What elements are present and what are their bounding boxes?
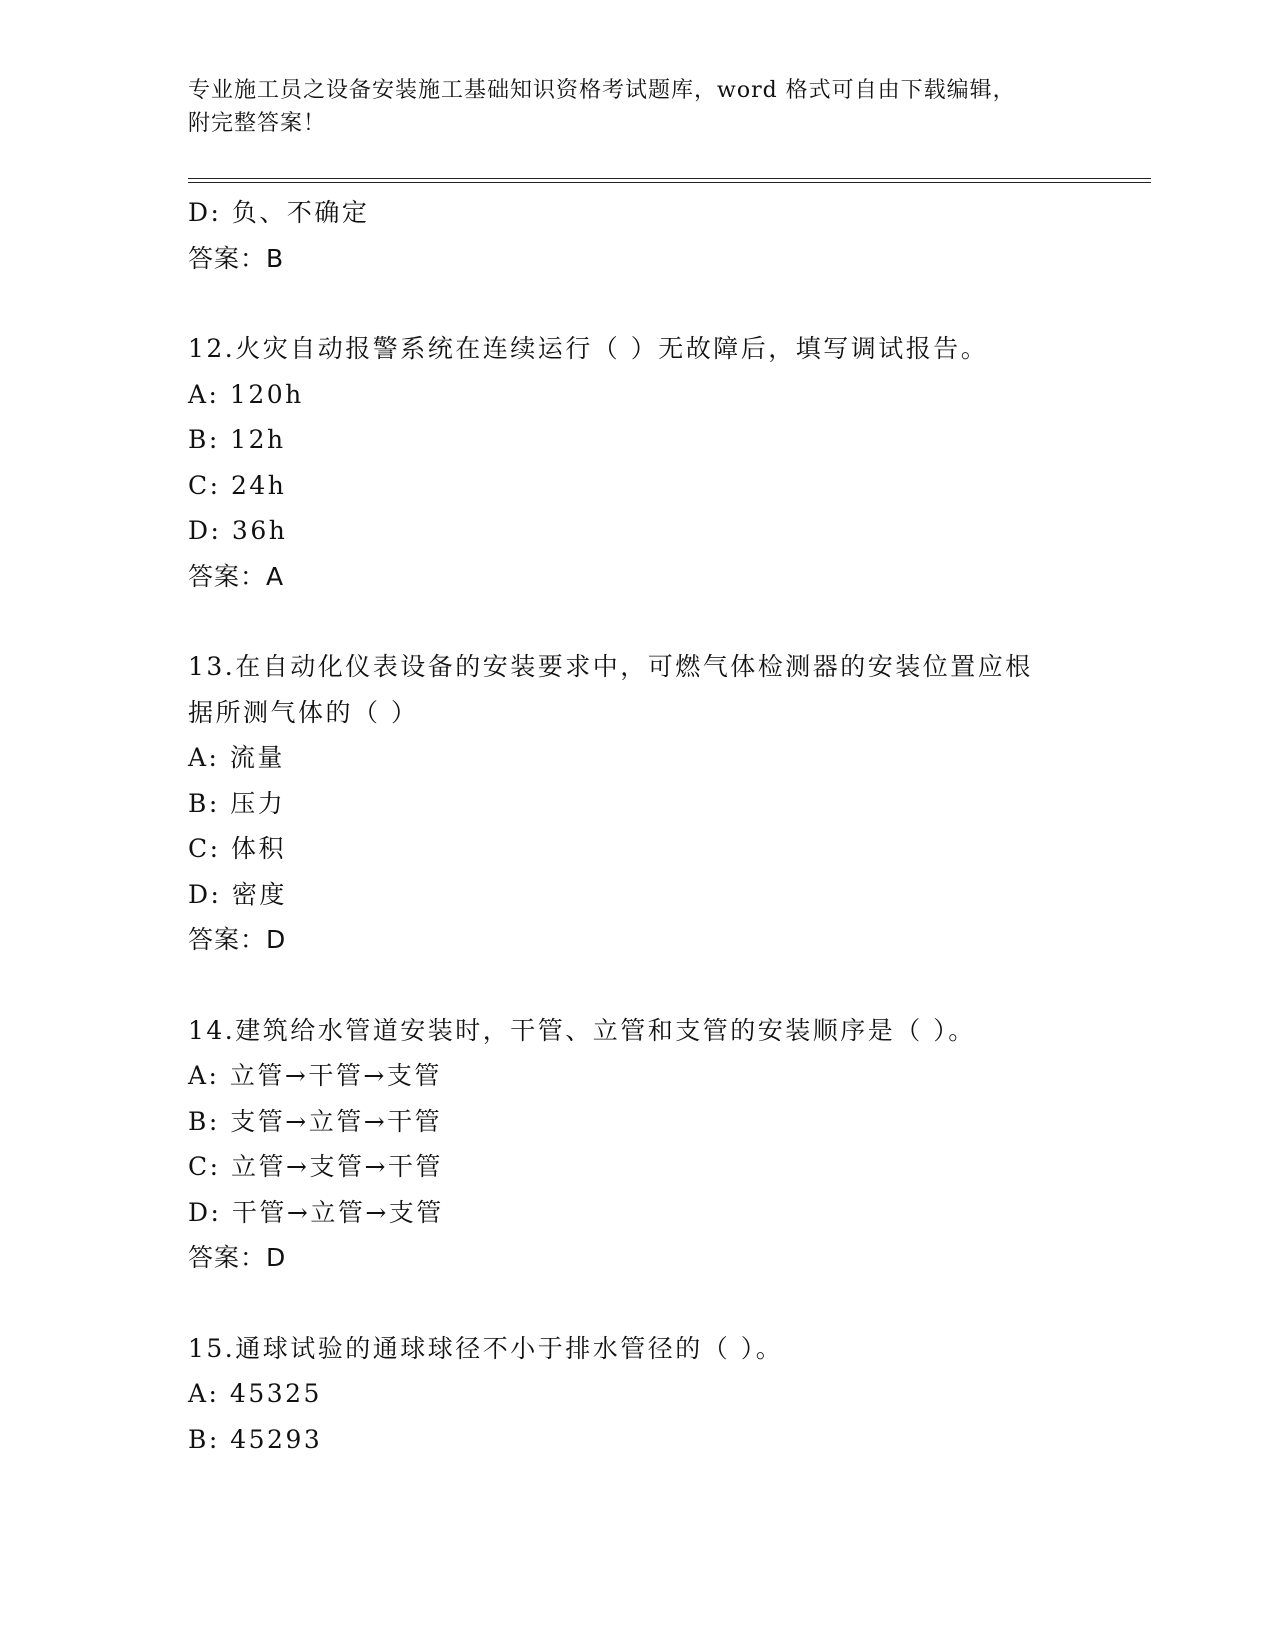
question-15 [188, 1326, 1088, 1463]
answer-line: 答案：B [188, 243, 285, 273]
answer-line: 答案：A [188, 561, 285, 591]
option-b: B: 12h [188, 425, 286, 454]
option-a: A: 45325 [188, 1379, 322, 1408]
option-a: A: 120h [188, 379, 304, 409]
option-d: D: 负、不确定 [188, 198, 370, 227]
question-stem: 12.火灾自动报警系统在连续运行（ ）无故障后，填写调试报告。 [188, 334, 989, 363]
option-b: B: 45293 [188, 1424, 323, 1454]
option-d: D: 干管→立管→支管 [188, 1197, 444, 1227]
question-14 [188, 1008, 1088, 1281]
option-b: B: 压力 [188, 788, 286, 818]
answer-line: 答案：D [188, 925, 287, 954]
option-a: A: 立管→干管→支管 [188, 1061, 442, 1090]
header-line-1: 专业施工员之设备安装施工基础知识资格考试题库，word 格式可自由下载编辑， [188, 78, 1016, 103]
question-12 [188, 326, 1088, 599]
question-11-fragment [188, 190, 1088, 281]
question-list [188, 190, 1088, 1462]
document-header [188, 74, 1068, 140]
header-line-2: 附完整答案！ [188, 111, 327, 136]
question-13 [188, 644, 1088, 963]
option-c: C: 24h [188, 470, 287, 500]
question-stem: 14.建筑给水管道安装时，干管、立管和支管的安装顺序是（ ）。 [188, 1015, 976, 1045]
header-divider [188, 178, 1151, 183]
option-b: B: 支管→立管→干管 [188, 1106, 443, 1136]
option-c: C: 立管→支管→干管 [188, 1152, 443, 1181]
question-stem: 15.通球试验的通球球径不小于排水管径的（ ）。 [188, 1333, 784, 1363]
question-stem-line-2: 据所测气体的（ ） [188, 697, 419, 727]
option-c: C: 体积 [188, 834, 286, 863]
option-a: A: 流量 [188, 743, 285, 772]
answer-line: 答案：D [188, 1243, 287, 1272]
option-d: D: 36h [188, 516, 288, 545]
option-d: D: 密度 [188, 879, 287, 909]
question-stem-line-1: 13.在自动化仪表设备的安装要求中，可燃气体检测器的安装位置应根 [188, 652, 1033, 681]
